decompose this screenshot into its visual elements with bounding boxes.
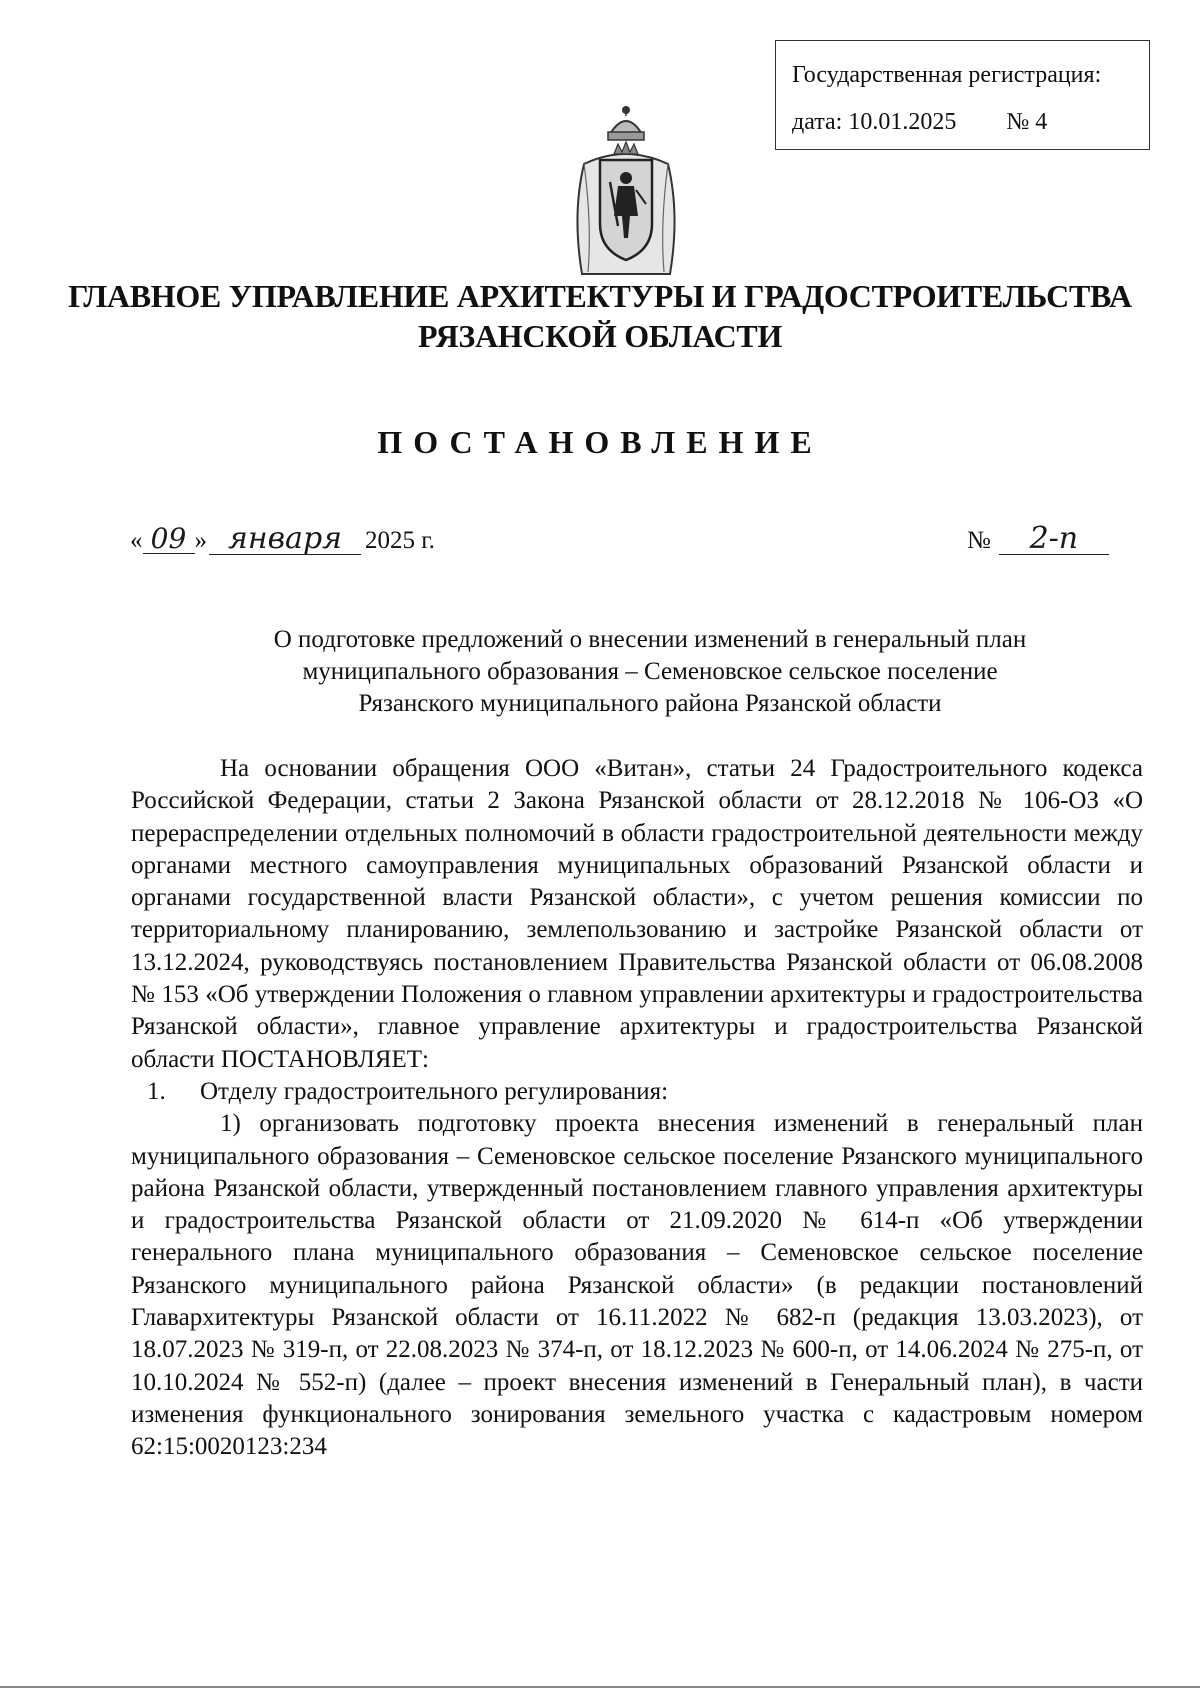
document-subject [120, 624, 1180, 720]
document-body [131, 753, 1143, 1464]
preamble-paragraph: На основании обращения ООО «Витан», статьи 24 Градостроительного кодекса Российской Федерации, статьи 2 Закона Рязанской области от 28.12.2018 № 106-ОЗ «О перераспределении отдельных полномочий в области градостроительной деятельности между органами местного самоуправления муниципальных образований Рязанской области и органами государственной власти Рязанской области», с учетом решения комиссии по территориальному планированию, землепользованию и застройке Рязанской области от 13.12.2024, руководствуясь постановлением Правительства Рязанской области от 06.08.2008 № 153 «Об утверждении Положения о главном управлении архитектуры и градостроительства Рязанской области», главное управление архитектуры и градостроительства Рязанской области ПОСТАНОВЛЯЕТ: [131, 755, 1143, 1073]
date-open-quote: « [130, 527, 143, 554]
subject-line2: муниципального образования – Семеновское сельское поселение [302, 658, 998, 685]
document-date [130, 521, 435, 556]
date-close-quote: » [194, 527, 207, 554]
registration-date: дата: 10.01.2025 [792, 108, 957, 135]
organization-title-line1: ГЛАВНОЕ УПРАВЛЕНИЕ АРХИТЕКТУРЫ И ГРАДОСТРОИТЕЛЬСТВА [68, 278, 1132, 314]
registration-number: № 4 [1006, 108, 1048, 135]
handwritten-month: января [209, 524, 361, 555]
registration-stamp [775, 40, 1150, 150]
organization-title [0, 276, 1200, 356]
registration-details [792, 108, 1149, 137]
item-1-paragraph [131, 1076, 1143, 1108]
document-type: ПОСТАНОВЛЕНИЕ [377, 424, 823, 460]
item-1-number: 1. [147, 1077, 166, 1105]
subject-line3: Рязанского муниципального района Рязанской области [358, 690, 942, 717]
document-number [967, 521, 1109, 556]
date-year: 2025 г. [365, 527, 435, 554]
handwritten-number: 2-п [999, 524, 1109, 555]
subitem-1-paragraph: 1) организовать подготовку проекта внесения изменений в генеральный план муниципального образования – Семеновское сельское поселение Рязанского муниципального района Рязанской области, утвержденный постановлением главного управления архитектуры и градостроительства Рязанской области от 21.09.2020 № 614-п «Об утверждении генерального плана муниципального образования – Семеновское сельское поселение Рязанского муниципального района Рязанской области» (в редакции постановлений Главархитектуры Рязанской области от 16.11.2022 № 682-п (редакция 13.03.2023), от 18.07.2023 № 319-п, от 22.08.2023 № 374-п, от 18.12.2023 № 600-п, от 14.06.2024 № 275-п, от 10.10.2024 № 552-п) (далее – проект внесения изменений в Генеральный план), в части изменения функционального зонирования земельного участка с кадастровым номером 62:15:0020123:234 [131, 1110, 1143, 1461]
registration-title: Государственная регистрация: [792, 62, 1102, 88]
handwritten-day: 09 [143, 525, 195, 554]
number-label: № [967, 527, 991, 554]
page-bottom-edge [0, 1686, 1200, 1688]
ryazan-coat-of-arms-icon [562, 104, 690, 280]
subject-line1: О подготовке предложений о внесении изменений в генеральный план [273, 626, 1027, 653]
organization-title-line2: РЯЗАНСКОЙ ОБЛАСТИ [417, 318, 783, 354]
item-1-text: Отделу градостроительного регулирования: [200, 1077, 669, 1105]
